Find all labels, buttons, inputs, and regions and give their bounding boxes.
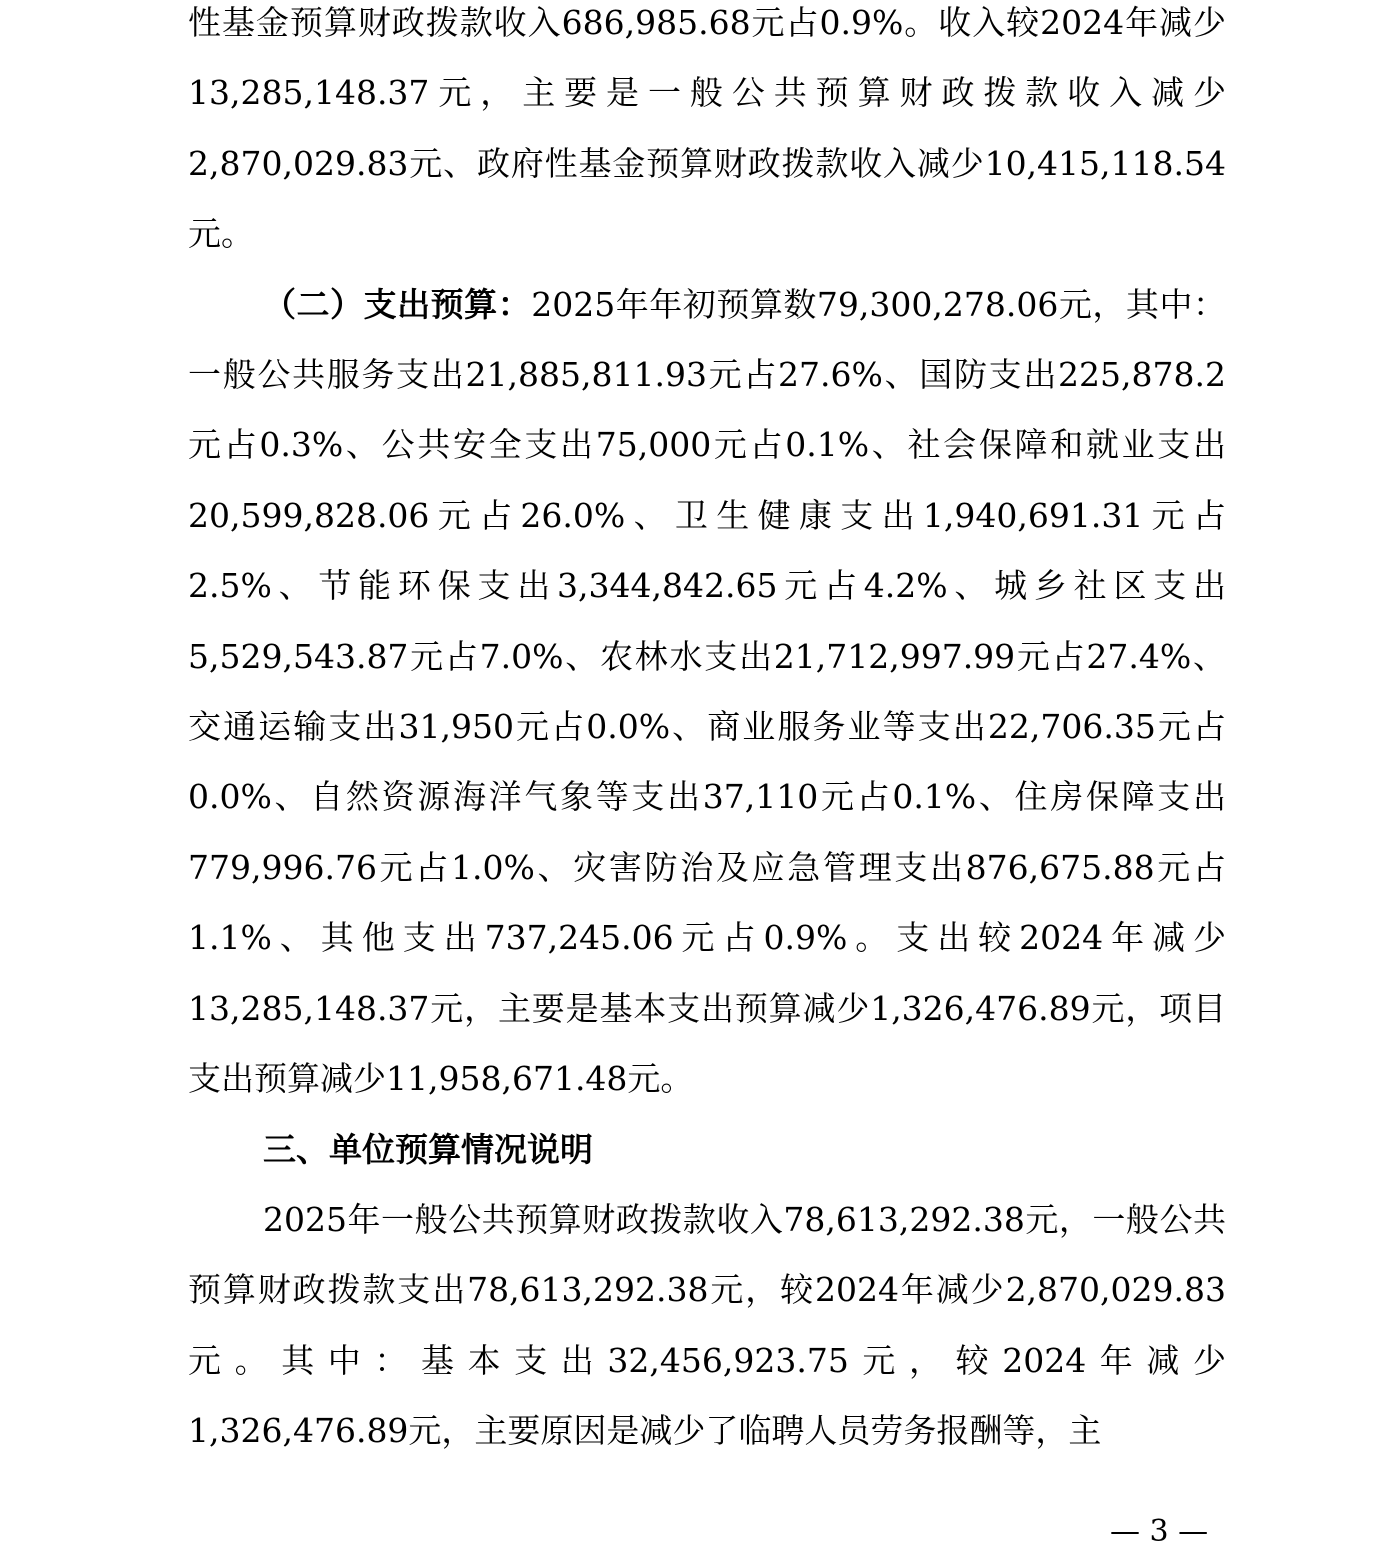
paragraph-unit-budget: 2025年一般公共预算财政拨款收入78,613,292.38元，一般公共预算财政拨款支出78,613,292.38元，较2024年减少2,870,029.83元。其中：基本支出32,456,923.75元，较2024年减少1,326,476.89元，主要原因是减少了临聘人员劳务报酬等，主 xyxy=(188,1199,1226,1451)
page-number: — 3 — xyxy=(1110,1514,1209,1549)
section-heading-unit-budget: 三、单位预算情况说明 xyxy=(263,1129,593,1169)
expenditure-text: 2025年年初预算数79,300,278.06元，其中：一般公共服务支出21,885,811.93元占27.6%、国防支出225,878.2元占0.3%、公共安全支出75,000元占0.1%、社会保障和就业支出20,599,828.06元占26.0%、卫生健康支出1,940,691.31元占2.5%、节能环保支出3,344,842.65元占4.2%、城乡社区支出5,529,543.87元占7.0%、农林水支出21,712,997.99元占27.4%、交通运输支出31,950元占0.0%、商业服务业等支出22,706.35元占0.0%、自然资源海洋气象等支出37,110元占0.1%、住房保障支出779,996.76元占1.0%、灾害防治及应急管理支出876,675.88元占1.1%、其他支出737,245.06元占0.9%。支出较2024年减少13,285,148.37元，主要是基本支出预算减少1,326,476.89元，项目支出预算减少11,958,671.48元。 xyxy=(188,284,1226,1099)
paragraph-expenditure-budget xyxy=(188,270,1226,1115)
paragraph-revenue-continued: 性基金预算财政拨款收入686,985.68元占0.9%。收入较2024年减少13,285,148.37元，主要是一般公共预算财政拨款收入减少2,870,029.83元、政府性基金预算财政拨款收入减少10,415,118.54元。 xyxy=(188,3,1226,254)
expenditure-heading: （二）支出预算： xyxy=(263,284,532,324)
body-text xyxy=(188,0,1226,1467)
